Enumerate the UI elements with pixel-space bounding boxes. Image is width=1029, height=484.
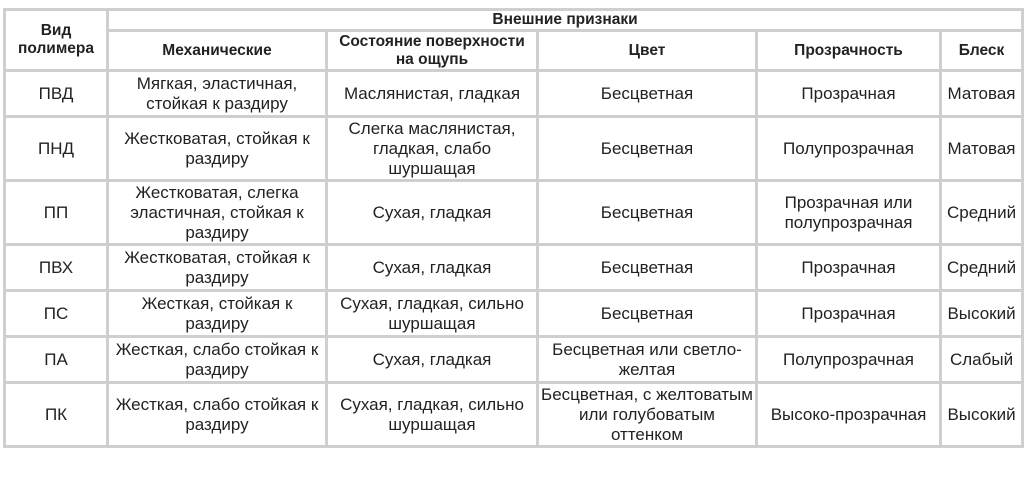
cell-gloss: Высокий xyxy=(942,384,1024,448)
cell-color: Бесцветная xyxy=(539,72,758,118)
cell-color: Бесцветная или светло-желтая xyxy=(539,338,758,384)
cell-mechanical: Жесткая, слабо стойкая к раздиру xyxy=(109,384,328,448)
table-row xyxy=(6,384,1024,448)
cell-surface: Сухая, гладкая, сильно шуршащая xyxy=(328,292,539,338)
table-row xyxy=(6,118,1024,182)
cell-transparency: Прозрачная xyxy=(758,292,942,338)
cell-transparency: Прозрачная xyxy=(758,72,942,118)
polymer-table-container xyxy=(3,8,1024,448)
cell-gloss: Средний xyxy=(942,246,1024,292)
cell-surface: Сухая, гладкая xyxy=(328,246,539,292)
cell-gloss: Средний xyxy=(942,182,1024,246)
cell-surface: Слегка маслянистая, гладкая, слабо шуршащая xyxy=(328,118,539,182)
table-row xyxy=(6,338,1024,384)
cell-gloss: Матовая xyxy=(942,118,1024,182)
table-row xyxy=(6,292,1024,338)
cell-mechanical: Жестковатая, слегка эластичная, стойкая к раздиру xyxy=(109,182,328,246)
cell-color: Бесцветная xyxy=(539,246,758,292)
cell-mechanical: Жесткая, слабо стойкая к раздиру xyxy=(109,338,328,384)
cell-surface: Сухая, гладкая, сильно шуршащая xyxy=(328,384,539,448)
cell-polymer: ПК xyxy=(6,384,109,448)
header-color: Цвет xyxy=(539,32,758,72)
cell-surface: Маслянистая, гладкая xyxy=(328,72,539,118)
cell-gloss: Слабый xyxy=(942,338,1024,384)
cell-mechanical: Жестковатая, стойкая к раздиру xyxy=(109,246,328,292)
cell-mechanical: Жесткая, стойкая к раздиру xyxy=(109,292,328,338)
cell-surface: Сухая, гладкая xyxy=(328,338,539,384)
cell-gloss: Матовая xyxy=(942,72,1024,118)
cell-polymer: ПС xyxy=(6,292,109,338)
cell-transparency: Полупрозрачная xyxy=(758,118,942,182)
cell-mechanical: Жестковатая, стойкая к раздиру xyxy=(109,118,328,182)
cell-polymer: ПНД xyxy=(6,118,109,182)
cell-transparency: Прозрачная или полупрозрачная xyxy=(758,182,942,246)
header-transparency: Прозрачность xyxy=(758,32,942,72)
header-surface-touch: Состояние поверхности на ощупь xyxy=(328,32,539,72)
header-external-features: Внешние признаки xyxy=(109,11,1024,32)
cell-transparency: Полупрозрачная xyxy=(758,338,942,384)
cell-transparency: Высоко-прозрачная xyxy=(758,384,942,448)
header-polymer-type: Вид полимера xyxy=(6,11,109,72)
header-row-group xyxy=(6,11,1024,32)
header-row-columns xyxy=(6,32,1024,72)
cell-color: Бесцветная xyxy=(539,292,758,338)
cell-surface: Сухая, гладкая xyxy=(328,182,539,246)
cell-polymer: ПП xyxy=(6,182,109,246)
cell-polymer: ПВД xyxy=(6,72,109,118)
header-gloss: Блеск xyxy=(942,32,1024,72)
cell-color: Бесцветная xyxy=(539,182,758,246)
cell-transparency: Прозрачная xyxy=(758,246,942,292)
cell-polymer: ПА xyxy=(6,338,109,384)
cell-mechanical: Мягкая, эластичная, стойкая к раздиру xyxy=(109,72,328,118)
cell-color: Бесцветная, с желтоватым или голубоватым оттенком xyxy=(539,384,758,448)
cell-gloss: Высокий xyxy=(942,292,1024,338)
table-row xyxy=(6,246,1024,292)
table-row xyxy=(6,72,1024,118)
header-mechanical: Механические xyxy=(109,32,328,72)
polymer-properties-table xyxy=(3,8,1024,448)
table-row xyxy=(6,182,1024,246)
cell-polymer: ПВХ xyxy=(6,246,109,292)
cell-color: Бесцветная xyxy=(539,118,758,182)
